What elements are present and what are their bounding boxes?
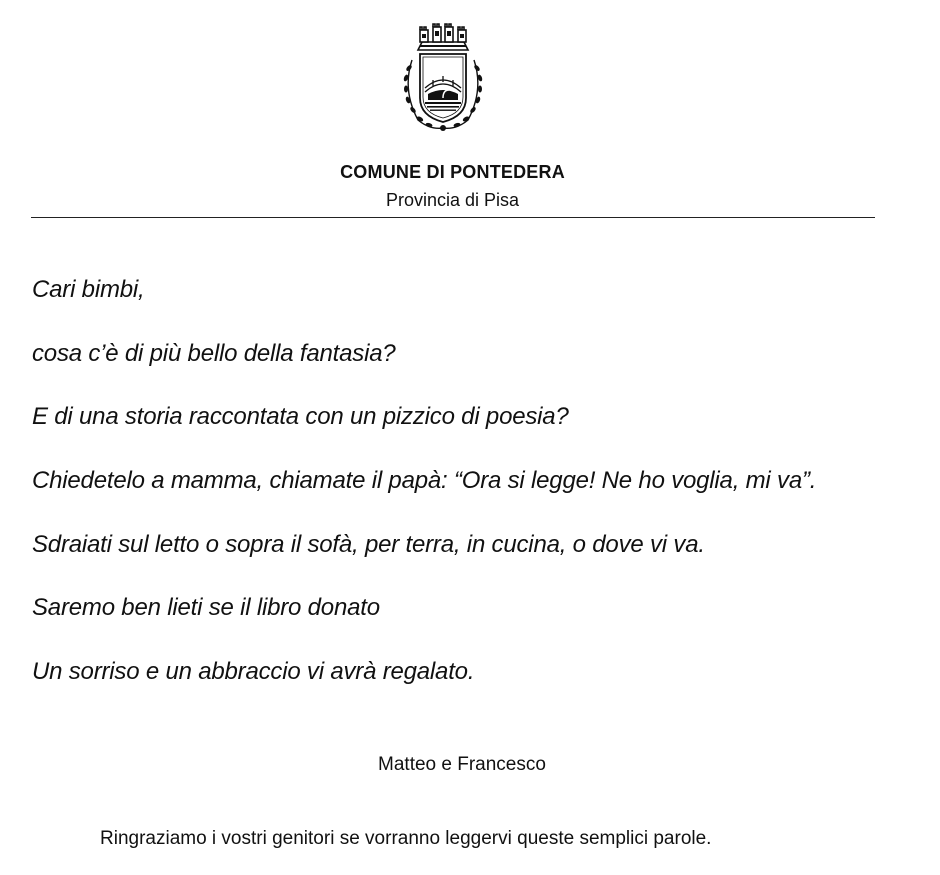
poem-line: cosa c’è di più bello della fantasia? xyxy=(32,339,396,367)
poem-line: Cari bimbi, xyxy=(32,276,145,303)
poem xyxy=(32,270,816,716)
poem-line: E di una storia raccontata con un pizzico di poesia? xyxy=(32,403,569,431)
header-divider xyxy=(31,217,875,218)
poem-line: Saremo ben lieti se il libro donato xyxy=(32,594,380,622)
coat-of-arms-icon xyxy=(398,20,488,136)
organization-province: Provincia di Pisa xyxy=(385,190,520,210)
organization-name: COMUNE DI PONTEDERA xyxy=(340,162,565,182)
poem-line: Chiedetelo a mamma, chiamate il papà: “Ora si legge! Ne ho voglia, mi va”. xyxy=(32,467,817,495)
poem-line: Un sorriso e un abbraccio vi avrà regalato. xyxy=(32,658,475,686)
poem-line: Sdraiati sul letto o sopra il sofà, per terra, in cucina, o dove vi va. xyxy=(32,530,705,558)
thanks-note: Ringraziamo i vostri genitori se vorranno leggervi queste semplici parole. xyxy=(100,828,712,849)
signature: Matteo e Francesco xyxy=(378,754,546,775)
